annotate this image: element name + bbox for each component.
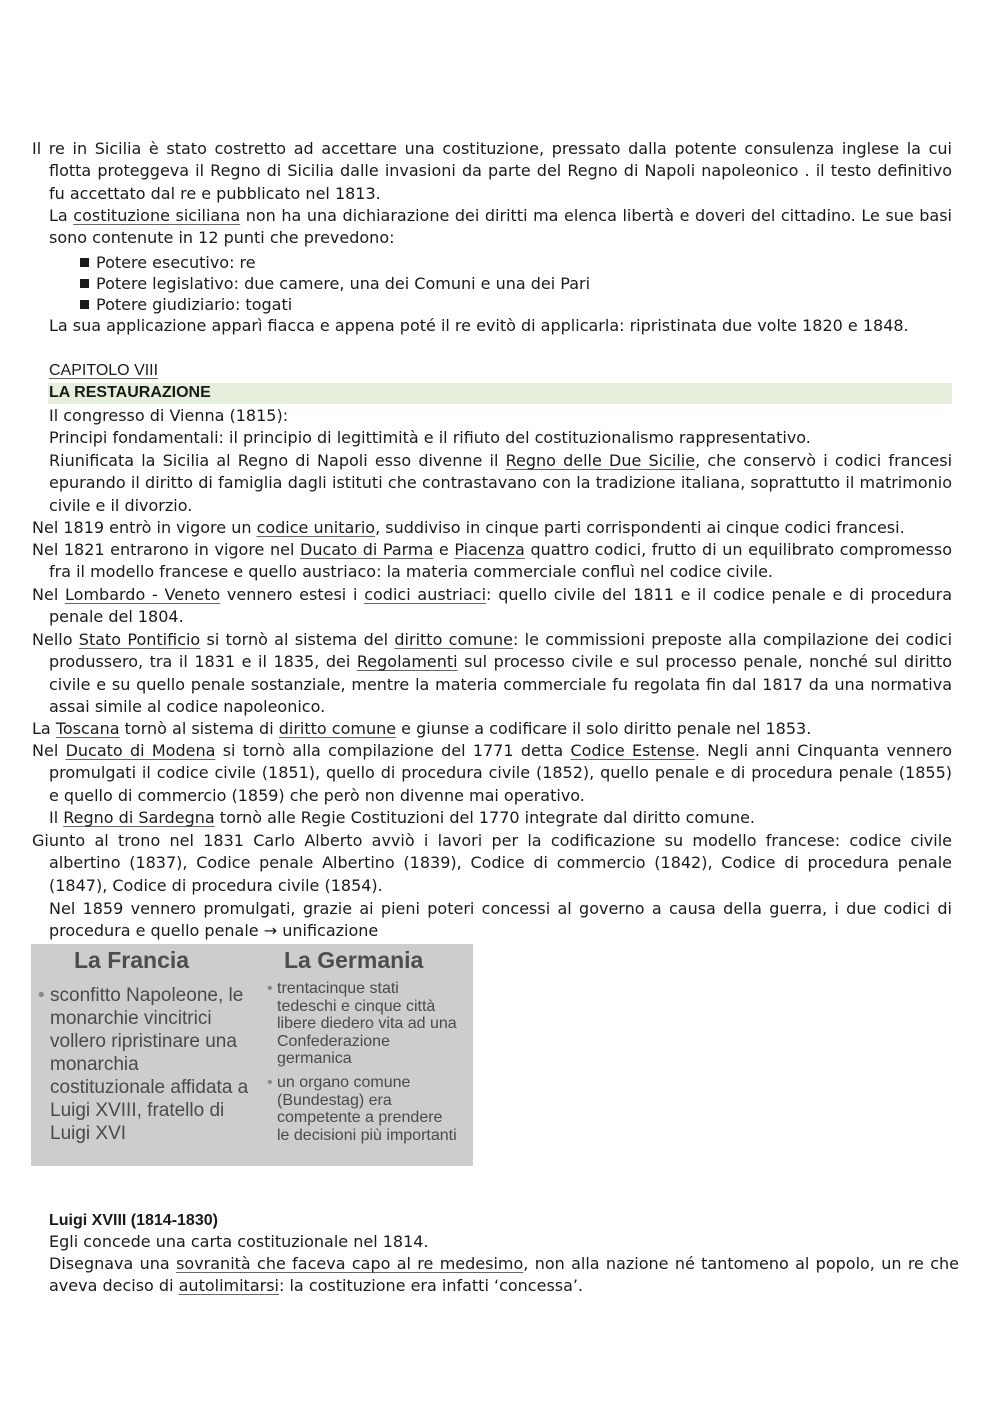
underlined-term: autolimitarsi <box>178 1276 279 1296</box>
paragraph: Egli concede una carta costituzionale nel 1814. <box>49 1232 429 1251</box>
underlined-term: costituzione siciliana <box>73 206 241 225</box>
comparison-image <box>31 944 473 1166</box>
image-bullet-text: trentacinque stati tedeschi e cinque città libere diedero vita ad una Confederazione germanica <box>277 980 457 1068</box>
bullet-item <box>80 294 292 315</box>
text: sul processo civile e sul processo penale, nonché sul diritto civile e su quello penale sostanziale, mentre la materia commerciale fu regolata fin dal 1817 da una normativa assai simile al codice napoleonico. <box>49 652 953 717</box>
square-bullet-icon <box>80 279 89 288</box>
text: Nel 1821 entrarono in vigore nel <box>32 540 300 559</box>
text: , che conservò i codici francesi epurando il diritto di famiglia dagli istituti che contrastavano con la tradizione italiana, soprattutto il matrimonio civile e il divorzio. <box>49 451 953 515</box>
text: tornò alle Regie Costituzioni del 1770 integrate dal diritto comune. <box>214 808 756 827</box>
paragraph <box>49 807 952 829</box>
underlined-term: Toscana <box>55 719 120 738</box>
text: : la costituzione era infatti ‘concessa’. <box>279 1276 584 1296</box>
text: vennero estesi i <box>220 585 365 604</box>
text: Riunificata la Sicilia al Regno di Napoli esso divenne il <box>49 451 506 470</box>
text: si tornò al sistema del <box>200 630 395 649</box>
bullet-text: Potere esecutivo: re <box>96 253 256 272</box>
paragraph: Il congresso di Vienna (1815): <box>49 406 289 425</box>
paragraph: Nel 1859 vennero promulgati, grazie ai pieni poteri concessi al governo a causa della guerra, i due codici di procedura e quello penale → unificazione <box>49 899 952 941</box>
text: , suddiviso in cinque parti corrispondenti ai cinque codici francesi. <box>375 518 905 537</box>
image-bullet <box>38 984 255 1145</box>
dot-icon: • <box>267 1074 273 1091</box>
underlined-term: Ducato di Modena <box>65 741 216 760</box>
text: si tornò alla compilazione del 1771 detta <box>215 741 571 760</box>
image-column-title: La Francia <box>74 947 190 973</box>
text: tornò al sistema di <box>119 719 279 738</box>
paragraph <box>49 1253 959 1298</box>
underlined-term: codice unitario <box>256 518 376 537</box>
underlined-term: Ducato di Parma <box>300 540 434 559</box>
image-column-title: La Germania <box>284 947 424 973</box>
chapter-number: CAPITOLO VIII <box>49 362 159 379</box>
underlined-term: Lombardo - Veneto <box>65 585 221 604</box>
costituzione-paragraph <box>49 205 952 250</box>
image-bullet-text: un organo comune (Bundestag) era competente a prendere le decisioni più importanti <box>277 1074 457 1144</box>
underlined-term: codici austriaci <box>364 585 487 604</box>
underlined-term: Regno delle Due Sicilie <box>505 451 696 470</box>
text: Il <box>49 808 64 827</box>
bullet-item <box>80 252 256 273</box>
paragraph <box>32 718 952 740</box>
underlined-term: diritto comune <box>278 719 397 738</box>
bullet-text: Potere giudiziario: togati <box>96 295 293 314</box>
text: Disegnava una <box>49 1254 177 1273</box>
underlined-term: Regolamenti <box>356 652 458 672</box>
paragraph <box>32 584 952 629</box>
underlined-term: Codice Estense <box>570 741 695 760</box>
sicilia-paragraph <box>32 138 952 205</box>
section-title: Luigi XVIII (1814-1830) <box>49 1212 218 1229</box>
text: non ha una dichiarazione dei diritti ma elenca libertà e doveri del cittadino. Le sue basi sono contenute in 12 punti che prevedono: <box>49 206 952 248</box>
image-bullet <box>267 980 457 1068</box>
text: quattro codici, frutto di un equilibrato compromesso fra il modello francese e quello austriaco: la materia commerciale confluì nel codice civile. <box>49 540 952 582</box>
text: La <box>49 206 74 225</box>
paragraph: Principi fondamentali: il principio di legittimità e il rifiuto del costituzionalismo rappresentativo. <box>49 428 811 447</box>
bullet-item <box>80 273 590 294</box>
text: : quello civile del 1811 e il codice penale e di procedura penale del 1804. <box>49 585 953 627</box>
underlined-term: sovranità che faceva capo al re medesimo <box>176 1254 524 1273</box>
paragraph <box>32 740 952 807</box>
bullet-text: Potere legislativo: due camere, una dei Comuni e una dei Pari <box>96 274 591 293</box>
applicazione-paragraph <box>49 315 952 337</box>
text: : le commissioni preposte alla compilazione dei codici produssero, tra il 1831 e il 1835, dei <box>49 630 953 672</box>
text: , non alla nazione né tantomeno al popolo, un re che aveva deciso di <box>49 1254 960 1296</box>
paragraph <box>49 450 952 517</box>
dot-icon: • <box>267 980 273 997</box>
text: Nel <box>32 741 66 760</box>
text: Nello <box>32 630 79 649</box>
underlined-term: Stato Pontificio <box>78 630 201 649</box>
underlined-term: diritto comune <box>394 630 513 649</box>
text: Nel <box>32 585 66 604</box>
paragraph <box>32 517 952 539</box>
square-bullet-icon <box>80 258 89 267</box>
underlined-term: Regno di Sardegna <box>63 808 215 827</box>
image-bullet <box>267 1074 457 1144</box>
text: La sua applicazione apparì fiacca e appena poté il re evitò di applicarla: ripristinata due volte 1820 e 1848. <box>49 316 909 335</box>
paragraph <box>32 629 952 719</box>
paragraph: Giunto al trono nel 1831 Carlo Alberto avviò i lavori per la codificazione su modello francese: codice civile albertino (1837), Codice penale Albertino (1839), Codice di commercio (1842), Codice di procedura penale (1847), Codice di procedura civile (1854). <box>32 831 952 895</box>
text: . Negli anni Cinquanta vennero promulgati il codice civile (1851), quello di procedura civile (1852), quello penale e di procedura penale (1855) e quello di commercio (1859) che però non divenne mai operativo. <box>49 741 953 805</box>
text: e giunse a codificare il solo diritto penale nel 1853. <box>396 719 812 738</box>
text: Il re in Sicilia è stato costretto ad accettare una costituzione, pressato dalla potente consulenza inglese la cui flotta proteggeva il Regno di Sicilia dalle invasioni da parte del Regno di Napoli napoleonico . il testo definitivo fu accettato dal re e pubblicato nel 1813. <box>32 139 952 203</box>
text: La <box>32 719 56 738</box>
paragraph <box>32 539 952 584</box>
chapter-title: LA RESTAURAZIONE <box>49 384 211 401</box>
text: e <box>433 540 455 559</box>
image-bullet-text: sconfitto Napoleone, le monarchie vincitrici vollero ripristinare una monarchia costituzionale affidata a Luigi XVIII, fratello di Luigi XVI <box>50 985 249 1144</box>
dot-icon: • <box>38 985 45 1006</box>
square-bullet-icon <box>80 300 89 309</box>
underlined-term: Piacenza <box>454 540 525 559</box>
text: Nel 1819 entrò in vigore un <box>32 518 257 537</box>
